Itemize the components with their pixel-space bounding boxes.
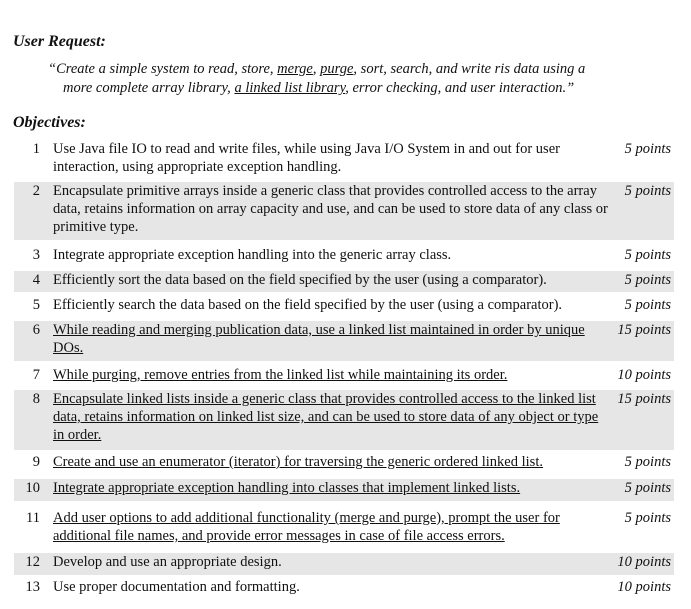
quote-line-2 bbox=[48, 79, 648, 98]
objective-text: Add user options to add additional functionality (merge and purge), prompt the user for additional file names, and provide error messages in case of file access errors. bbox=[53, 510, 560, 544]
objective-points: 5 points bbox=[624, 141, 671, 157]
objective-points: 5 points bbox=[624, 510, 671, 526]
objective-row bbox=[14, 553, 674, 575]
objective-points: 15 points bbox=[617, 322, 671, 338]
objective-points: 5 points bbox=[624, 454, 671, 470]
objective-text: Develop and use an appropriate design. bbox=[53, 554, 282, 570]
objective-row bbox=[14, 140, 674, 178]
quote-segment: , sort, search, and write ris data using a bbox=[353, 61, 586, 77]
quote-segment: , bbox=[312, 61, 321, 77]
objective-number: 1 bbox=[32, 141, 40, 157]
objective-row bbox=[14, 366, 674, 386]
objective-points: 5 points bbox=[624, 272, 671, 288]
objective-number: 5 bbox=[32, 297, 40, 313]
objective-row bbox=[14, 578, 674, 598]
objective-row bbox=[14, 390, 674, 450]
objective-row bbox=[14, 479, 674, 501]
objective-text: Efficiently search the data based on the field specified by the user (using a comparator). bbox=[53, 297, 563, 313]
objective-row bbox=[14, 182, 674, 240]
objective-text: Use Java file IO to read and write files, while using Java I/O System in and out for user interaction, using appropriate exception handling. bbox=[53, 141, 560, 175]
objective-number: 2 bbox=[32, 183, 40, 199]
objective-text: Integrate appropriate exception handling into classes that implement linked lists. bbox=[53, 480, 521, 496]
objective-points: 5 points bbox=[624, 183, 671, 199]
objective-row bbox=[14, 296, 674, 316]
quote-line-1 bbox=[48, 61, 585, 77]
objective-text: Efficiently sort the data based on the field specified by the user (using a comparator). bbox=[53, 272, 547, 288]
objective-points: 5 points bbox=[624, 297, 671, 313]
objective-points: 5 points bbox=[624, 480, 671, 496]
objective-row bbox=[14, 509, 674, 549]
objective-text: Integrate appropriate exception handling into the generic array class. bbox=[53, 247, 452, 263]
objective-text: While purging, remove entries from the linked list while maintaining its order. bbox=[53, 367, 508, 383]
objective-number: 8 bbox=[32, 391, 40, 407]
objective-number: 6 bbox=[32, 322, 40, 338]
objective-row bbox=[14, 321, 674, 361]
objective-points: 10 points bbox=[617, 579, 671, 595]
objective-text: Create and use an enumerator (iterator) for traversing the generic ordered linked list. bbox=[53, 454, 543, 470]
objective-text: Encapsulate linked lists inside a generic class that provides controlled access to the linked list data, retains information on linked list size, and can be used to store data of any object or type in order. bbox=[53, 391, 599, 443]
objective-number: 10 bbox=[25, 480, 40, 496]
objective-row bbox=[14, 453, 674, 475]
quote-segment: more complete array library, bbox=[63, 80, 235, 96]
objective-points: 10 points bbox=[617, 554, 671, 570]
objective-text: Encapsulate primitive arrays inside a generic class that provides controlled access to the array data, retains information on array capacity and use, and can be used to store data of any class or primitive type. bbox=[53, 183, 608, 235]
objective-number: 11 bbox=[26, 510, 40, 526]
objective-number: 9 bbox=[32, 454, 40, 470]
quote-segment-purge: purge bbox=[320, 61, 354, 77]
objective-points: 15 points bbox=[617, 391, 671, 407]
quote-segment-merge: merge bbox=[277, 61, 313, 77]
user-request-heading: User Request: bbox=[13, 33, 106, 50]
objective-points: 5 points bbox=[624, 247, 671, 263]
quote-segment: , error checking, and user interaction.” bbox=[345, 80, 575, 96]
quote-segment-linked-list: a linked list library bbox=[234, 80, 346, 96]
objective-number: 7 bbox=[32, 367, 40, 383]
objectives-heading: Objectives: bbox=[13, 114, 86, 131]
objective-text: While reading and merging publication data, use a linked list maintained in order by unique DOs. bbox=[53, 322, 585, 356]
objective-row bbox=[14, 246, 674, 266]
objective-text: Use proper documentation and formatting. bbox=[53, 579, 300, 595]
objective-row bbox=[14, 271, 674, 292]
objective-number: 4 bbox=[32, 272, 40, 288]
user-request-quote bbox=[48, 60, 648, 98]
objective-number: 13 bbox=[25, 579, 40, 595]
objective-number: 12 bbox=[25, 554, 40, 570]
quote-segment: “Create a simple system to read, store, bbox=[48, 61, 278, 77]
objective-number: 3 bbox=[32, 247, 40, 263]
objective-points: 10 points bbox=[617, 367, 671, 383]
